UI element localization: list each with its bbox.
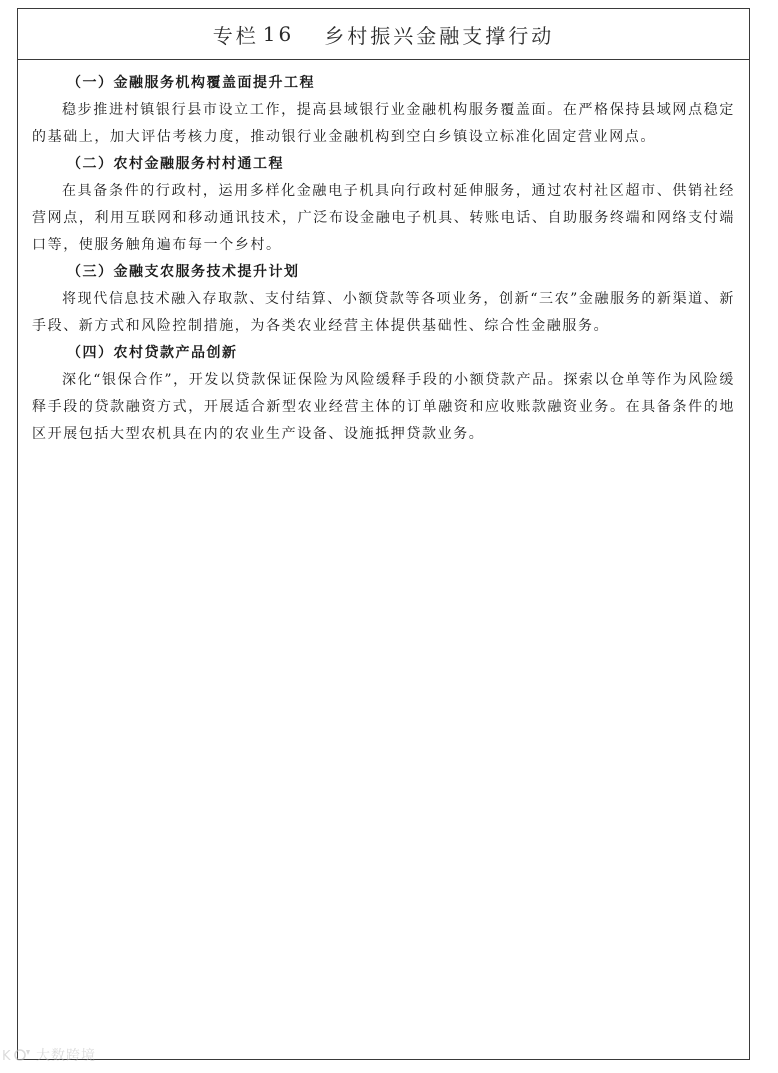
column-title [18, 9, 749, 60]
watermark-text: 大数跨境 [36, 1048, 96, 1064]
section-body: 将现代信息技术融入存取款、支付结算、小额贷款等各项业务，创新“三农”金融服务的新渠道、新手段、新方式和风险控制措施，为各类农业经营主体提供基础性、综合性金融服务。 [32, 291, 735, 334]
section-heading: （四）农村贷款产品创新 [67, 345, 238, 361]
section-1 [32, 70, 735, 151]
dahuo-logo-icon [2, 1047, 32, 1063]
section-4 [32, 340, 735, 448]
column-title-number: 16 [262, 22, 295, 46]
column-title-text: 乡村振兴金融支撑行动 [324, 23, 555, 48]
section-body: 稳步推进村镇银行县市设立工作，提高县域银行业金融机构服务覆盖面。在严格保持县域网点稳定的基础上，加大评估考核力度，推动银行业金融机构到空白乡镇设立标准化固定营业网点。 [32, 102, 735, 145]
section-heading: （三）金融支农服务技术提升计划 [67, 264, 300, 280]
column-title-prefix: 专栏 [212, 23, 259, 48]
watermark [2, 1044, 96, 1066]
section-body: 深化“银保合作”，开发以贷款保证保险为风险缓释手段的小额贷款产品。探索以仓单等作为风险缓释手段的贷款融资方式，开展适合新型农业经营主体的订单融资和应收账款融资业务。在具备条件的地区开展包括大型农机具在内的农业生产设备、设施抵押贷款业务。 [32, 372, 735, 442]
section-3 [32, 259, 735, 340]
column-box [17, 8, 750, 1060]
section-body: 在具备条件的行政村，运用多样化金融电子机具向行政村延伸服务，通过农村社区超市、供销社经营网点，利用互联网和移动通讯技术，广泛布设金融电子机具、转账电话、自助服务终端和网络支付端口等，使服务触角遍布每一个乡村。 [32, 183, 735, 253]
section-2 [32, 151, 735, 259]
svg-text:K: K [2, 1049, 11, 1063]
section-heading: （二）农村金融服务村村通工程 [67, 156, 284, 172]
column-content [18, 60, 749, 448]
section-heading: （一）金融服务机构覆盖面提升工程 [67, 75, 315, 91]
